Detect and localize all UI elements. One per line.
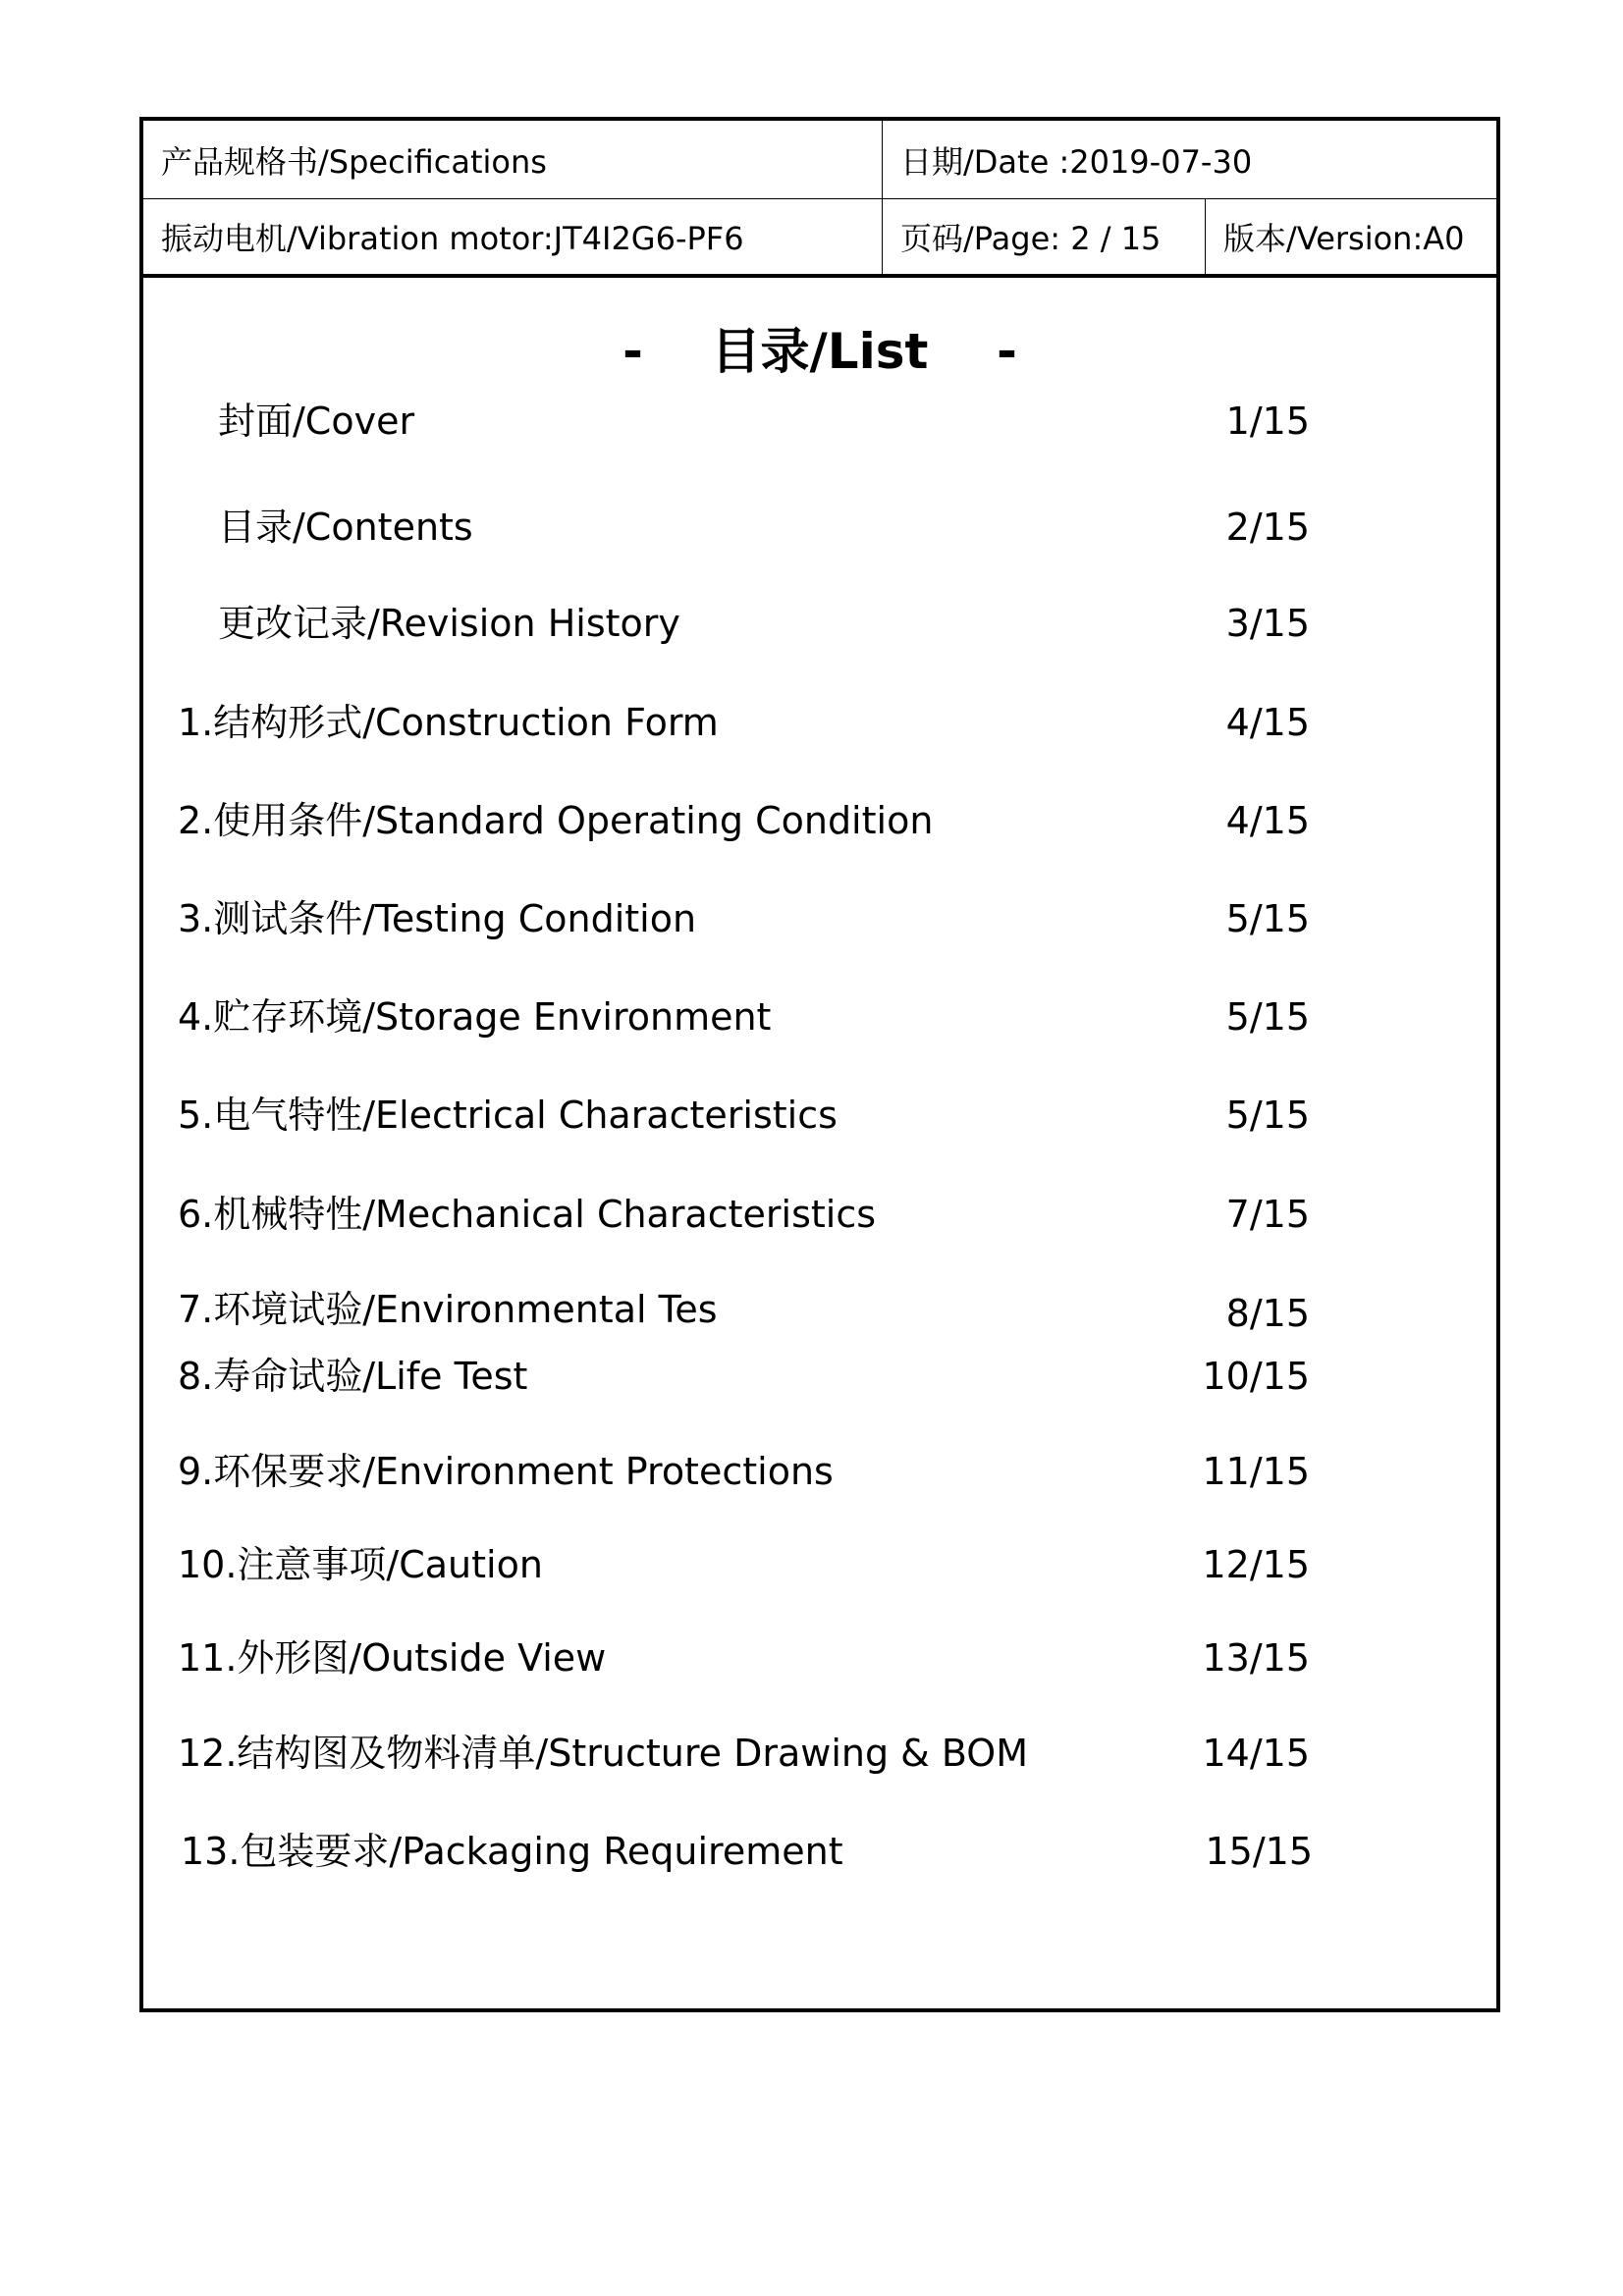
toc-entry-label: 3.测试条件/Testing Condition	[178, 897, 697, 940]
header-row-2	[143, 199, 1496, 278]
toc-entry-page: 2/15	[1225, 506, 1310, 549]
product-label: 振动电机/Vibration motor:JT4I2G6-PF6	[161, 220, 744, 257]
toc-entry-page: 10/15	[1202, 1355, 1310, 1398]
toc-entry-label: 10.注意事项/Caution	[178, 1543, 543, 1586]
page-number-label: 页码/Page: 2 / 15	[882, 199, 1205, 274]
toc-entry	[143, 1447, 1496, 1496]
toc-entry-label: 更改记录/Revision History	[218, 602, 680, 645]
toc-entry-page: 3/15	[1225, 602, 1310, 645]
toc-entry-label: 4.贮存环境/Storage Environment	[178, 995, 772, 1039]
toc-entry-label: 13.包装要求/Packaging Requirement	[181, 1830, 843, 1873]
toc-entry-label: 11.外形图/Outside View	[178, 1636, 607, 1680]
header-row-1	[143, 121, 1496, 199]
toc-entry	[143, 1827, 1496, 1876]
doc-type-label: 产品规格书/Specifications	[161, 142, 547, 181]
toc-entry-page: 8/15	[1225, 1292, 1310, 1335]
document-frame	[139, 117, 1500, 2012]
toc-entry	[143, 1633, 1496, 1682]
toc-entry-label: 8.寿命试验/Life Test	[178, 1355, 528, 1398]
toc-entry-page: 5/15	[1225, 995, 1310, 1039]
toc-entry-label: 12.结构图及物料清单/Structure Drawing & BOM	[178, 1732, 1028, 1775]
toc-entry	[143, 1729, 1496, 1778]
toc-entry	[143, 796, 1496, 845]
toc-entry	[143, 992, 1496, 1041]
toc-entry	[143, 1091, 1496, 1140]
toc-entry-page: 15/15	[1205, 1830, 1313, 1873]
toc-entry-page: 5/15	[1225, 897, 1310, 940]
toc-entry-label: 目录/Contents	[218, 506, 473, 549]
toc-entry	[143, 1352, 1496, 1401]
toc-entry-page: 13/15	[1202, 1636, 1310, 1680]
toc-entry	[143, 599, 1496, 648]
toc-entry-page: 1/15	[1225, 400, 1310, 443]
toc-entry-page: 5/15	[1225, 1094, 1310, 1137]
toc-entry	[143, 1540, 1496, 1589]
toc-entry	[143, 397, 1496, 446]
toc-entry	[143, 1285, 1496, 1334]
toc-entry	[143, 698, 1496, 747]
toc-title: - 目录/List -	[622, 323, 1017, 380]
toc-entry-page: 11/15	[1202, 1450, 1310, 1493]
toc-entry-page: 14/15	[1202, 1732, 1310, 1775]
toc-entry-label: 9.环保要求/Environment Protections	[178, 1450, 834, 1493]
toc-entry	[143, 894, 1496, 943]
toc-entry-page: 12/15	[1202, 1543, 1310, 1586]
toc-entry-label: 1.结构形式/Construction Form	[178, 701, 719, 744]
toc-entry-label: 6.机械特性/Mechanical Characteristics	[178, 1193, 877, 1236]
toc-entry	[143, 1190, 1496, 1239]
toc-entry	[143, 503, 1496, 552]
toc-entry-label: 封面/Cover	[218, 400, 415, 443]
toc-entry-label: 2.使用条件/Standard Operating Condition	[178, 799, 934, 842]
version-label: 版本/Version:A0	[1205, 199, 1496, 274]
toc-entry-page: 7/15	[1225, 1193, 1310, 1236]
toc-entry-page: 4/15	[1225, 799, 1310, 842]
date-label: 日期/Date :2019-07-30	[882, 121, 1496, 198]
toc-entry-page: 4/15	[1225, 701, 1310, 744]
toc-entry-label: 7.环境试验/Environmental Tes	[178, 1288, 718, 1331]
toc-entry-label: 5.电气特性/Electrical Characteristics	[178, 1094, 838, 1137]
